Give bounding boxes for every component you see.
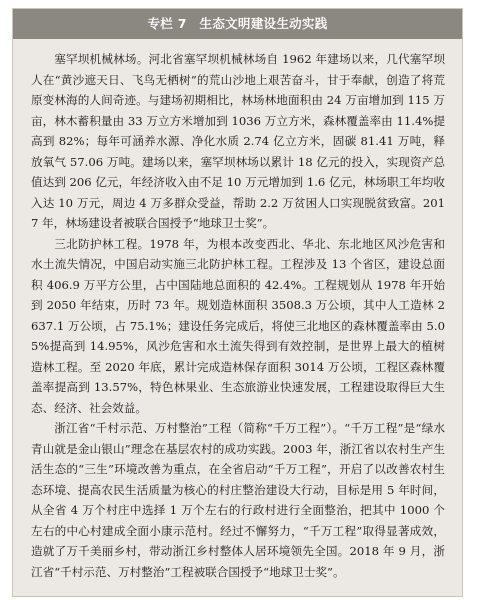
paragraph-zhejiang-village-project: 浙江省“千村示范、万村整治”工程（简称“千万工程”）。“千万工程”是“绿水青山就是金山银山”理念在基层农村的成功实践。2003 年，浙江省以农村生产生活生态的“三生”环境改善为重点，在全省启动“千万工程”，开启了以改善农村生态环境、提高农民生活质量为核心的村庄整治建设大行动，目标是用 5 年时间，从全省 4 万个村庄中选择 1 万个左右的行政村进行全面整治，把其中 1000 个左右的中心村建成全面小康示范村。经过不懈努力，“千万工程”取得显著成效，造就了万千美丽乡村，带动浙江乡村整体人居环境领先全国。2018 年 9 月，浙江省“千村示范、万村整治”工程被联合国授予“地球卫士奖”。 — [31, 421, 445, 579]
box-body — [31, 49, 445, 582]
column-box — [12, 8, 463, 597]
paragraph-three-north-shelterbelt: 三北防护林工程。1978 年，为根本改变西北、华北、东北地区风沙危害和水土流失情况，中国启动实施三北防护林工程。工程涉及 13 个省区，建设总面积 406.9 万平方公里，占中国陆地总面积的 42.4%。工程规划从 1978 年开始到 2050 年结束，历时 73 年。规划造林面积 3508.3 万公顷，其中人工造林 2637.1 万公顷，占 75.1%；建设任务完成后，将使三北地区的森林覆盖率由 5.05%提高到 14.95%，风沙危害和水土流失得到有效控制，是世界上最大的植树造林工程。至 2020 年底，累计完成造林保存面积 3014 万公顷，工程区森林覆盖率提高到 13.57%，特色林果业、生态旅游业快速发展，工程建设取得巨大生态、经济、社会效益。 — [31, 236, 445, 415]
box-title: 专栏 7 生态文明建设生动实践 — [13, 9, 462, 39]
paragraph-saihanba: 塞罕坝机械林场。河北省塞罕坝机械林场自 1962 年建场以来，几代塞罕坝人在“黄沙遮天日、飞鸟无栖树”的荒山沙地上艰苦奋斗，甘于奉献，创造了将荒原变林海的人间奇迹。与建场初期相比，林场林地面积由 24 万亩增加到 115 万亩，林木蓄积量由 33 万立方米增加到 1036 万立方米，森林覆盖率由 11.4%提高到 82%；每年可涵养水源、净化水质 2.74 亿立方米，固碳 81.41 万吨，释放氧气 57.06 万吨。建场以来，塞罕坝林场以累计 18 亿元的投入，实现资产总值达到 206 亿元，年经济收入由不足 10 万元增加到 1.6 亿元，林场职工年均收入达 10 万元，周边 4 万多群众受益，帮助 2.2 万贫困人口实现脱贫致富。2017 年，林场建设者被联合国授予“地球卫士奖”。 — [31, 52, 445, 230]
